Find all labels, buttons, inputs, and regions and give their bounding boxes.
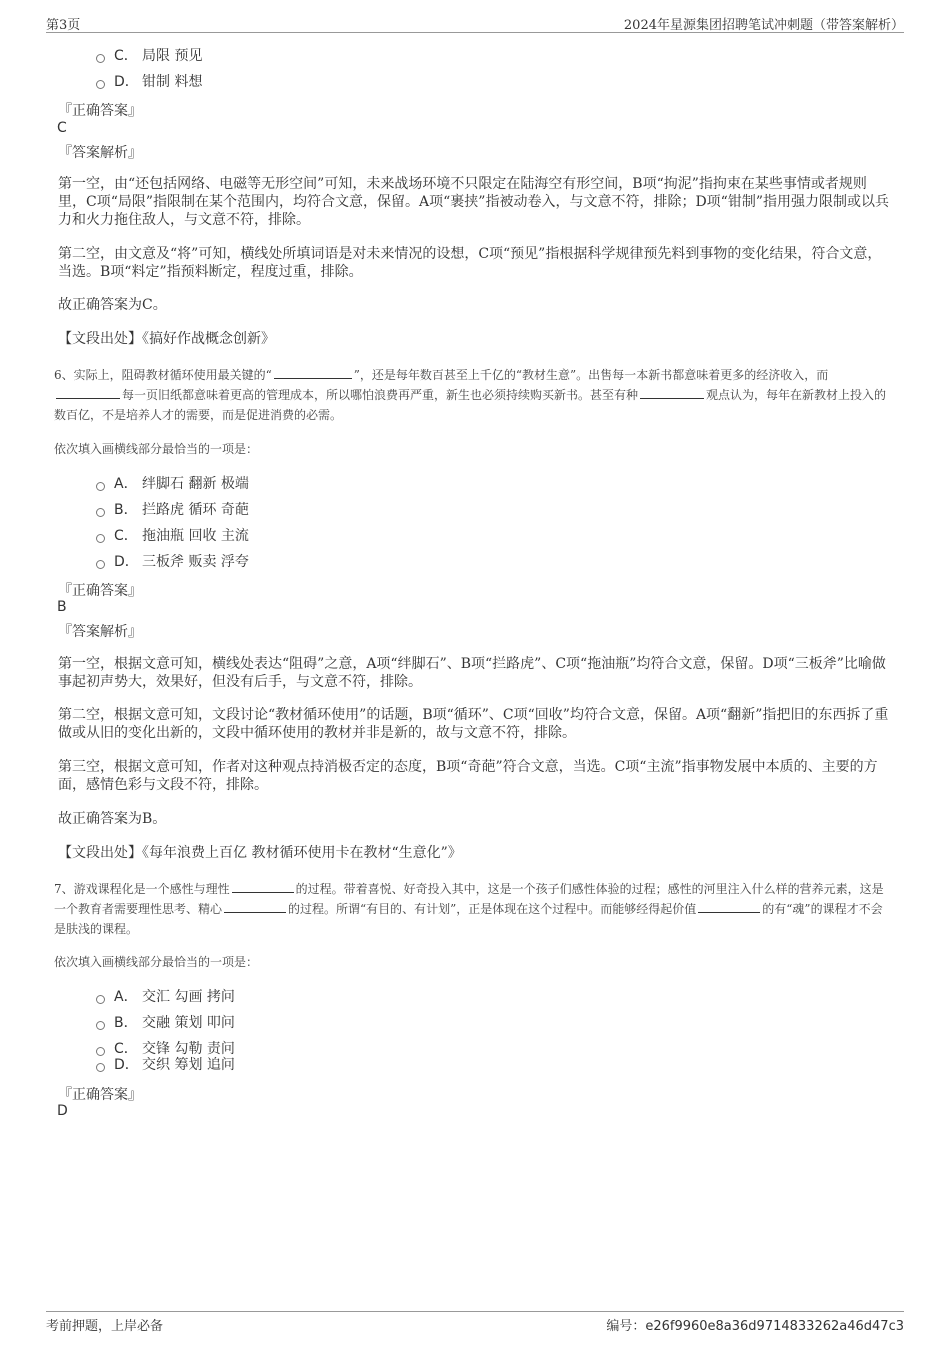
answer-label: 『正确答案』 (58, 583, 142, 599)
answer-value: D (57, 1103, 68, 1119)
option-c[interactable]: C． 局限 预见 (96, 46, 202, 66)
answer-value: B (57, 599, 67, 615)
fill-blank (274, 377, 352, 379)
radio-icon[interactable] (96, 508, 105, 517)
answer-label: 『正确答案』 (58, 103, 142, 119)
radio-icon[interactable] (96, 1063, 105, 1072)
radio-icon[interactable] (96, 482, 105, 491)
document-title: 2024年星源集团招聘笔试冲刺题（带答案解析） (623, 18, 904, 33)
analysis-conclusion: 故正确答案为B。 (58, 811, 167, 827)
option-a[interactable]: A． 绊脚石 翻新 极端 (96, 474, 249, 494)
page-footer (46, 1311, 904, 1335)
analysis-paragraph: 第二空，由文意及“将”可知，横线处所填词语是对未来情况的设想，C项“预见”指根据科学规律预先料到事物的变化结果，符合文意，当选。B项“料定”指预料断定，程度过重，排除。 (58, 246, 882, 280)
document-id: 编号：e26f9960e8a36d9714833262a46d47c3 (606, 1319, 904, 1334)
fill-blank (232, 891, 294, 893)
answer-label: 『正确答案』 (58, 1087, 142, 1103)
radio-icon[interactable] (96, 54, 105, 63)
option-c[interactable]: C． 交锋 勾勒 责问 (96, 1039, 235, 1059)
question-stem: 7、游戏课程化是一个感性与理性 的过程。带着喜悦、好奇投入其中，这是一个孩子们感性体验的过程；感性的河里注入什么样的营养元素，这是一个教育者需要理性思考、精心 的过程。所谓“有目的、有计划”，正是体现在这个过程中。而能够经得起价值 的有“魂”的课程才不会是肤浅的课程。 (54, 882, 884, 936)
source-citation: 【文段出处】《每年浪费上百亿 教材循环使用卡在教材“生意化”》 (58, 845, 462, 861)
page-number: 第3页 (46, 18, 81, 33)
option-b[interactable]: B． 拦路虎 循环 奇葩 (96, 500, 249, 520)
question-prompt: 依次填入画横线部分最恰当的一项是： (54, 955, 259, 969)
source-citation: 【文段出处】《搞好作战概念创新》 (58, 331, 275, 347)
option-d[interactable]: D． 三板斧 贩卖 浮夸 (96, 552, 249, 572)
radio-icon[interactable] (96, 1021, 105, 1030)
fill-blank (640, 397, 704, 399)
fill-blank (224, 911, 286, 913)
analysis-label: 『答案解析』 (58, 624, 142, 640)
page-header (46, 14, 904, 33)
analysis-paragraph: 第二空，根据文意可知，文段讨论“教材循环使用”的话题，B项“循环”、C项“回收”均符合文意，保留。A项“翻新”指把旧的东西拆了重做或从旧的变化出新的，文段中循环使用的教材并非是新的，故与文意不符，排除。 (58, 707, 889, 741)
analysis-paragraph: 第三空，根据文意可知，作者对这种观点持消极否定的态度，B项“奇葩”符合文意，当选。C项“主流”指事物发展中本质的、主要的方面，感情色彩与文段不符，排除。 (58, 759, 878, 793)
answer-value: C (57, 120, 67, 136)
analysis-label: 『答案解析』 (58, 145, 142, 161)
analysis-paragraph: 第一空，由“还包括网络、电磁等无形空间”可知，未来战场环境不只限定在陆海空有形空间，B项“拘泥”指拘束在某些事情或者规则里，C项“局限”指限制在某个范围内，均符合文意，保留。A项“裹挟”指被动卷入，与文意不符，排除；D项“钳制”指用强力限制或以兵力和火力拖住敌人，与文意不符，排除。 (58, 176, 889, 228)
radio-icon[interactable] (96, 534, 105, 543)
footer-slogan: 考前押题，上岸必备 (46, 1319, 164, 1334)
option-b[interactable]: B． 交融 策划 叩问 (96, 1013, 235, 1033)
option-d[interactable]: D． 交织 筹划 追问 (96, 1055, 235, 1075)
fill-blank (698, 911, 760, 913)
option-c[interactable]: C． 拖油瓶 回收 主流 (96, 526, 249, 546)
question-stem: 6、实际上，阻碍教材循环使用最关键的“ ”，还是每年数百甚至上千亿的“教材生意”。出售每一本新书都意味着更多的经济收入，而每一页旧纸都意味着更高的管理成本，所以哪怕浪费再严重，新生也必须持续购买新书。甚至有种 观点认为，每年在新教材上投入的数百亿，不是培养人才的需要，而是促进消费的必需。 (54, 368, 887, 422)
analysis-paragraph: 第一空，根据文意可知，横线处表达“阻碍”之意，A项“绊脚石”、B项“拦路虎”、C项“拖油瓶”均符合文意，保留。D项“三板斧”比喻做事起初声势大，效果好，但没有后手，与文意不符，排除。 (58, 656, 886, 690)
option-d[interactable]: D． 钳制 料想 (96, 72, 202, 92)
option-a[interactable]: A． 交汇 勾画 拷问 (96, 987, 235, 1007)
question-prompt: 依次填入画横线部分最恰当的一项是： (54, 442, 259, 456)
radio-icon[interactable] (96, 560, 105, 569)
analysis-conclusion: 故正确答案为C。 (58, 297, 167, 313)
fill-blank (56, 397, 120, 399)
radio-icon[interactable] (96, 80, 105, 89)
radio-icon[interactable] (96, 995, 105, 1004)
